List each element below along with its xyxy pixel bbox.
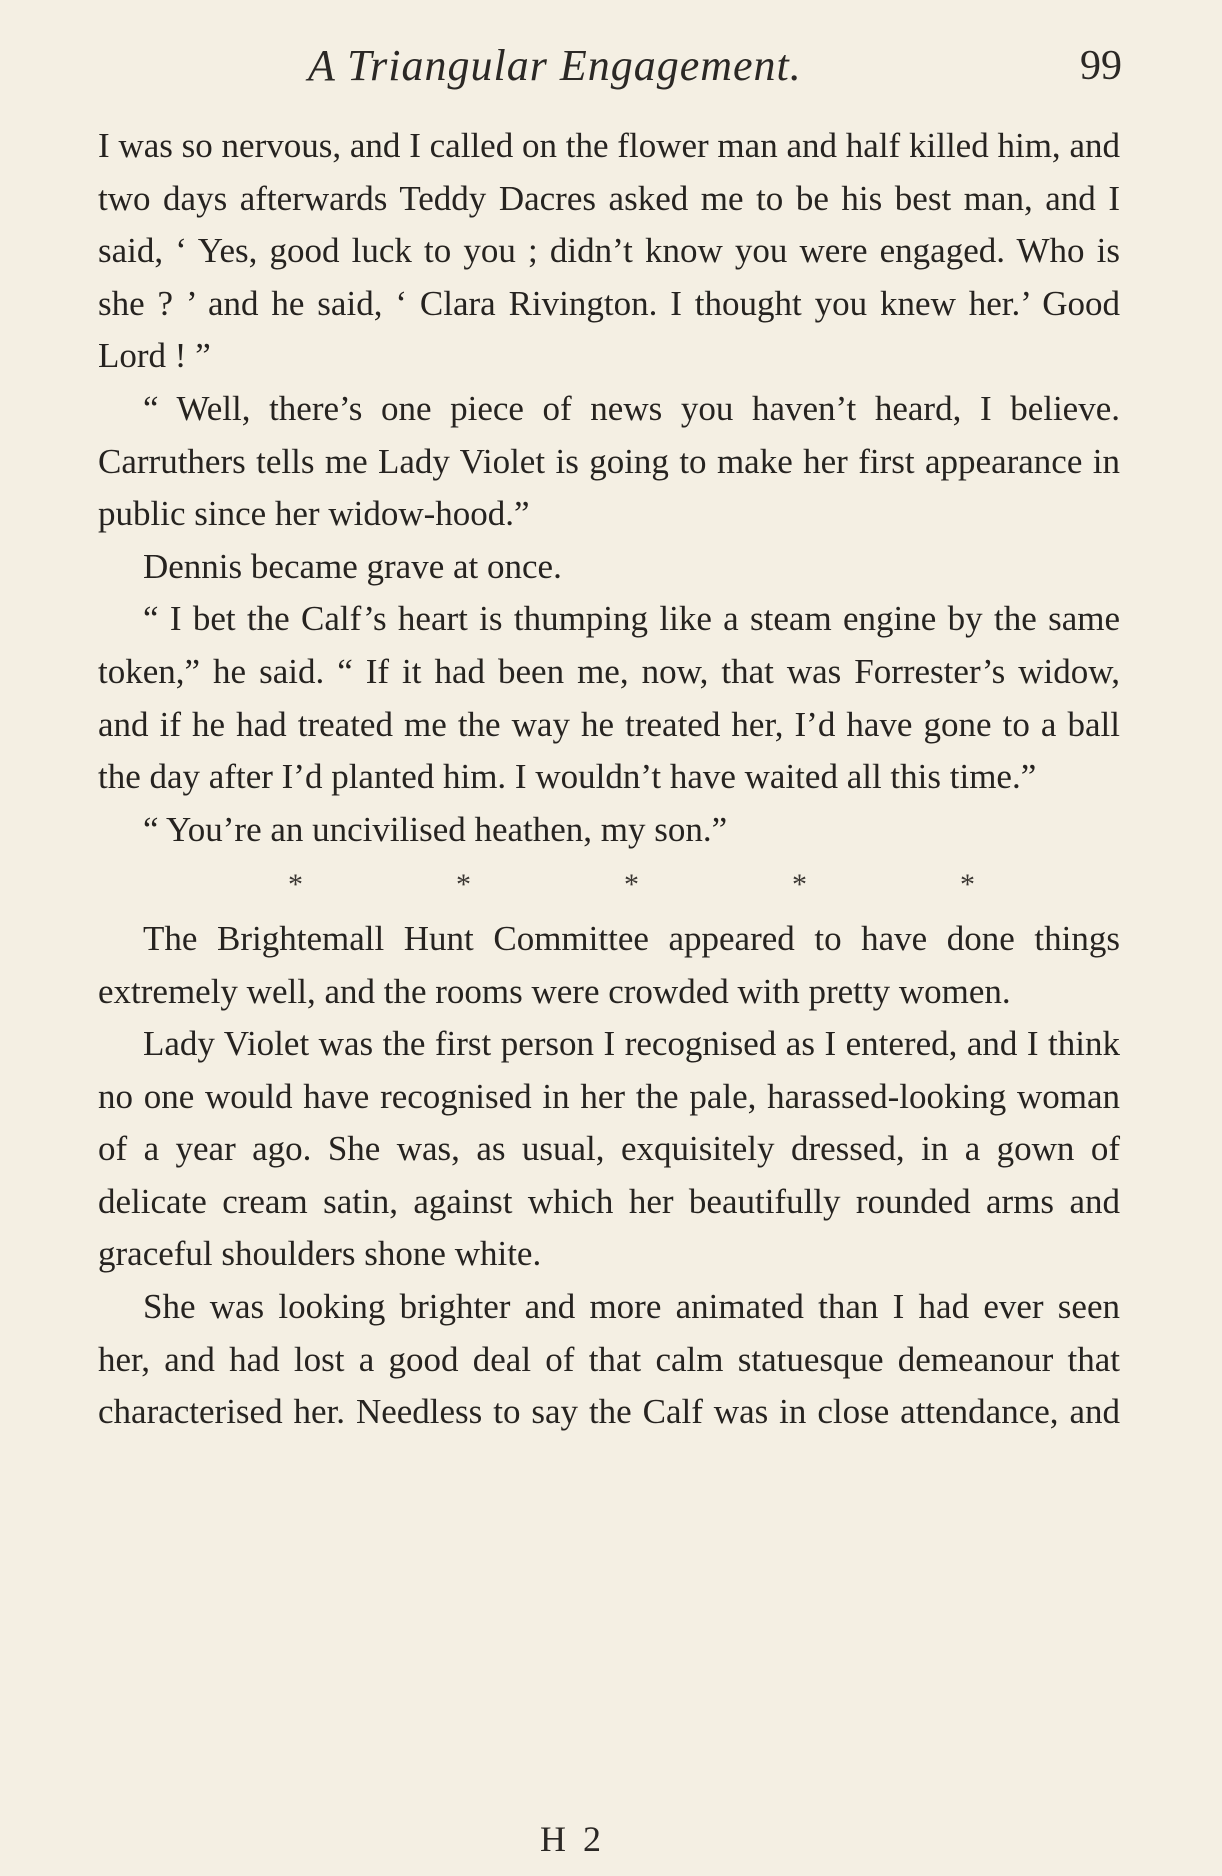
paragraph-5: “ You’re an uncivilised heathen, my son.” <box>143 809 728 849</box>
paragraph-3: Dennis became grave at once. <box>143 546 562 586</box>
paragraph-2: “ Well, there’s one piece of news you haven’t heard, I believe. Carruthers tells me Lady Violet is going to make her first appearance in public since her widow-hood.” <box>98 388 1120 534</box>
section-break-star: * <box>288 868 303 902</box>
paragraph-8: She was looking brighter and more animated than I had ever seen her, and had lost a good deal of that calm statuesque demeanour that characterised her. Needless to say the Calf was in close attendance, and <box>98 1287 1120 1432</box>
section-break-star: * <box>456 868 471 902</box>
section-break-star: * <box>792 868 807 902</box>
running-title: A Triangular Engagement. <box>308 41 802 90</box>
paragraph-1: I was so nervous, and I called on the flower man and half killed him, and two days afterwards Teddy Dacres asked me to be his best man, and I said, ‘ Yes, good luck to you ; didn’t know you were engaged. Who is she ? ’ and he said, ‘ Clara Rivington. I thought you knew her.’ Good Lord ! ” <box>98 126 1120 376</box>
signature-mark: H 2 <box>540 1819 605 1859</box>
section-break-star: * <box>960 868 975 902</box>
page-number: 99 <box>1080 43 1122 89</box>
body-text <box>98 120 1120 1439</box>
paragraph-4: “ I bet the Calf’s heart is thumping like a steam engine by the same token,” he said. “ If it had been me, now, that was Forrester’s widow, and if he had treated me the way he treated her, I’d have gone to a ball the day after I’d planted him. I wouldn’t have waited all this time.” <box>98 599 1120 797</box>
paragraph-6: The Brightemall Hunt Committee appeared to have done things extremely well, and the rooms were crowded with pretty women. <box>98 918 1120 1011</box>
section-break <box>288 856 975 913</box>
paragraph-7: Lady Violet was the first person I recognised as I entered, and I think no one would have recognised in her the pale, harassed-looking woman of a year ago. She was, as usual, exquisitely dressed, in a gown of delicate cream satin, against which her beautifully rounded arms and graceful shoulders shone white. <box>98 1024 1120 1274</box>
section-break-star: * <box>624 868 639 902</box>
page-header <box>98 40 1122 96</box>
